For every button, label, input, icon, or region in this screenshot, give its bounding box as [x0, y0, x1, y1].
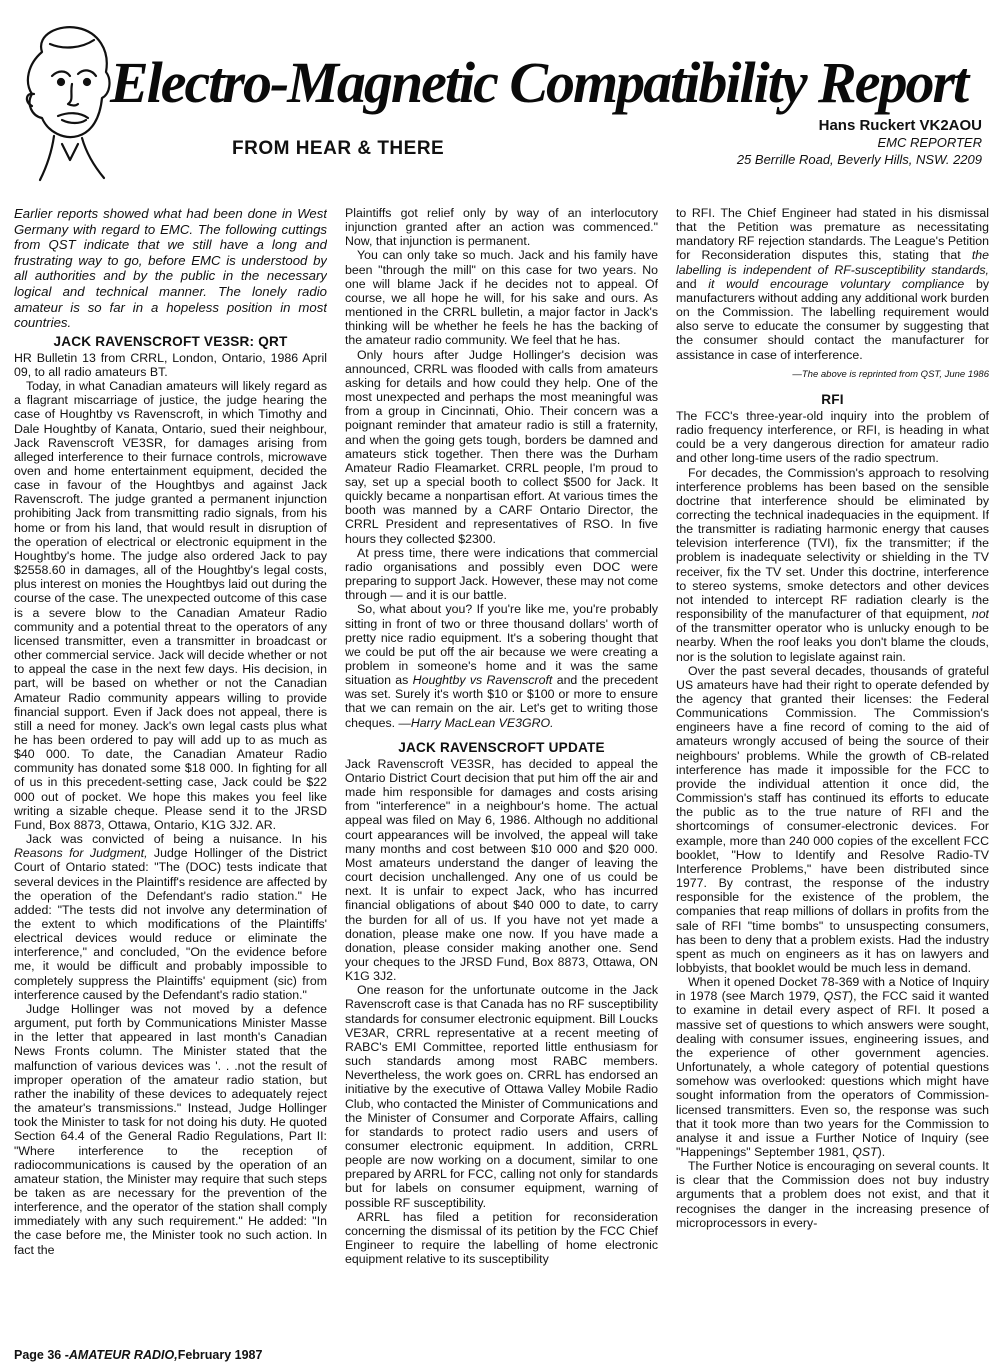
paragraph: Over the past several decades, thousands of grateful US amateurs have had their right to operate defended by the agency that granted their licenses: the Federal Communications Commission. The Commission's engineers have a fine record of coming to the aid of amateurs wrongly accused of being the source of their neighbours' problems. While the growth of CB-related interference has made it impossible for the FCC to provide the individual attention it once did, the Commission's staff has continued its efforts to educate the public as to the true nature of RFI and the shortcomings of consumer-electronic devices. For example, more than 240 000 copies of the excellent FCC booklet, "How to Identify and Resolve Radio-TV Interference Problems," have been distributed since 1977. By contrast, the response of the industry responsible for the existence of the problem, the companies that reap millions of dollars in profits from the sale of RFI "time bombs" to unsuspecting consumers, has been to deny that a problem exists. Had the industry spent as much on engineers as it has on lawyers and lobbyists, that booklet would be much less in demand. [676, 663, 989, 975]
author-byline [737, 117, 982, 168]
author-address: 25 Berrille Road, Beverly Hills, NSW. 2209 [736, 152, 982, 167]
article-body [14, 206, 989, 1340]
paragraph: The Further Notice is encouraging on several counts. It is clear that the Commission does not buy industry arguments that a problem does not exist, and that it recognises the danger in the increasing presence of microprocessors in every- [676, 1159, 989, 1230]
paragraph: The FCC's three-year-old inquiry into the problem of radio frequency interference, or RFI, is heading in what could be a very dangerous direction for amateur radio and other long-time users of the radio spectrum. [676, 408, 989, 466]
paragraph: One reason for the unfortunate outcome in the Jack Ravenscroft case is that Canada has no RF susceptibility standards for consumer electronic equipment. Bill Loucks VE3AR, CRRL representative at a recent meeting of RABC's EMI Committee, reported little enthusiasm for such standards among most RABC members. Nevertheless, the work goes on. CRRL has endorsed an initiative by the executive of Ottawa Valley Mobile Radio Club, who contacted the Minister of Communications and the Minister of Consumer and Corporate Affairs, calling for standards to protect radio users and users of consumer electronic equipment. In addition, CRRL people are now working on a document, similar to one prepared by ARRL for FCC, calling not only for standards but for labels on consumer equipment, warning of possible RF susceptibility. [345, 983, 658, 1210]
paragraph: ARRL has filed a petition for reconsideration concerning the dismissal of its petition by the FCC Chief Engineer to require the labelling of home electronic equipment relative to its susceptibility [345, 1209, 658, 1267]
intro-paragraph: Earlier reports showed what had been done in West Germany with regard to EMC. The following cuttings from QST indicate that we still have a long and frustrating way to go, before EMC is understood by all authorities and by the public in the necessary logical and technical manner. The lonely radio amateur is so far in a hopeless position in most countries. [14, 206, 327, 331]
issue-date: February 1987 [177, 1348, 263, 1362]
paragraph: Jack was convicted of being a nuisance. In his Reasons for Judgment, Judge Hollinger of the District Court of Ontario stated: "The (DOC) tests indicate that several devices in the Plaintiff's residence are affected by the operation of the Defendant's radio station." He added: "The tests did not involve any determination of the extent to which modifications of the Plaintiffs' electrical devices would reduce or eliminate the interference," and concluded, "On the evidence before me, it would be difficult and probably impossible to completely suppress the Plaintiffs' equipment (sic) from interference caused by the Defendant's radio station." [14, 832, 327, 1002]
section-heading-qrt: JACK RAVENSCROFT VE3SR: QRT [53, 333, 288, 349]
paragraph: So, what about you? If you're like me, you're probably sitting in front of two or three thousand dollars' worth of pretty nice radio equipment. It's a sobering thought that we could be put off the air because we were creating a problem in someone's home and it was the same situation as Houghtby vs Ravenscroft and the precedent was set. Surely it's worth $10 or $100 or more to ensure that we can remain on the air. Let's get to writing those cheques. —Harry MacLean VE3GRO. [345, 602, 658, 730]
column-2 [345, 206, 658, 1340]
paragraph: Only hours after Judge Hollinger's decision was announced, CRRL was flooded with calls from amateurs asking for details and how could they help. One of the most unexpected and perhaps the most meaningful was from a group in Cincinnati, Ohio. Their concern was a poignant reminder that amateur radio is still a fraternity, and when the going gets tough, borders be damned and amateurs stick together. Then there was the Durham Amateur Radio Fleamarket. CRRL people, I'm proud to say, set up a special booth to collect $500 for Jack. It quickly became a nonpartisan effort. At various times the booth was manned by a CARF Ontario Director, the CRRL President and representatives of RSO. In five hours they collected $2300. [345, 347, 658, 546]
masthead-title: Electro-Magnetic Compatibility Report [110, 50, 968, 115]
magazine-name: AMATEUR RADIO, [68, 1348, 178, 1362]
paragraph: Judge Hollinger was not moved by a defence argument, put forth by Communications Minister Masse in the letter that appeared in last month's Canadian News Fronts column. The Minister stated that the malfunction of various devices was '. . .not the result of improper operation of the amateur radio station, but rather the inability of these devices to adequately reject the amateur's transmissions." Instead, Judge Hollinger took the Minister to task for not doing his duty. He quoted Section 64.4 of the General Radio Regulations, Part II: "Where interference to the reception of radiocommunications is caused by the operation of an amateur station, the Minister may require that such steps be taken as are necessary for the prevention of the interference, and the operator of the station shall comply immediately with any such requirement." He added: "In the case before me, the Minister took no such action. In fact the [14, 1001, 327, 1257]
column-1 [14, 206, 327, 1340]
author-role: EMC REPORTER [877, 135, 982, 150]
paragraph: Jack Ravenscroft VE3SR, has decided to appeal the Ontario District Court decision that put him off the air and made him responsible for damages and costs arising from "interference" in a neighbour's home. The actual appeal was filed on May 6, 1986. Although no additional court appearances will be involved, the appeal will take many months and cost between $10 000 and $20 000. Most amateurs understand the danger of leaving the court decision unchallenged. Any one of us could be next. It is unfair to expect Jack, who has incurred financial obligations of about $40 000 to date, to carry the burden for all of us. If you have not yet made a donation, please make one now. If you have made a donation, please consider making another one. Send your cheques to the JRSD Fund, Box 8873, Ottawa, ON K1G 3J2. [345, 756, 658, 984]
paragraph: When it opened Docket 78-369 with a Notice of Inquiry in 1978 (see March 1979, QST), the FCC said it wanted to examine in detail every aspect of RFI. It posed a massive set of questions to which answers were sought, dealing with consumer issues, engineering issues, and the experience of other government agencies. Unfortunately, a whole category of potential questions somehow was overlooked: questions which might have sought information from the operators of Commission-licensed transmitters. Even so, the response was such that it took more than two years for the Commission to analyse it and issue a Further Notice of Inquiry (see "Happenings" September 1981, QST). [676, 975, 989, 1159]
section-heading-rfi: RFI [821, 391, 844, 407]
paragraph: At press time, there were indications that commercial radio organisations and possibly even DOC were preparing to support Jack. However, these may not come through — and it is our battle. [345, 545, 658, 603]
author-name: Hans Ruckert VK2AOU [818, 117, 982, 134]
page-footer [14, 1348, 262, 1362]
paragraph: You can only take so much. Jack and his family have been "through the mill" on this case for two years. No one will blame Jack if he decides not to appeal. Of course, we all hope he will, for his sake and ours. As mentioned in the CRRL bulletin, a major factor in Jack's thinking will be whether he feels he has the backing of the amateur radio community. We feel that he has. [345, 248, 658, 348]
signature: —Harry MacLean VE3GRO. [398, 715, 554, 730]
paragraph: Today, in what Canadian amateurs will likely regard as a flagrant miscarriage of justice, the judge hearing the case of Houghtby vs Ravenscroft, in which Timothy and Dale Houghtby of Kanata, Ontario, sued their neighbour, Jack Ravenscroft VE3SR, for damages arising from alleged interference to their furnace controls, microwave oven and home entertainment equipment, decided the case in favour of the Houghtbys and against Jack Ravenscroft. The judge granted a permanent injunction prohibiting Jack from transmitting radio signals, from his home or from his land, that would result in disruption of the operation of electrical or electronic equipment in the Houghtby's home. The judge also ordered Jack to pay $2558.60 in damages, all of the Houghtby's legal costs, plus interest on monies the Houghtbys laid out during the course of the case. The unexpected outcome of this case is a severe blow to the Canadian Amateur Radio community and a potential threat to the operators of any licensed transmitter, even a transmitter in broadcast or other commercial service. Jack will decide whether or not to appeal the case in the next few days. His decision, in part, will be based on whether or not the Canadian Amateur Radio community appears willing to provide financial support. Even if Jack does not appeal, there is still a need for money. Jack's own legal casts plus what he has been ordered to pay will add up to as much as $40 000. To date, the Canadian Amateur Radio community has donated some $18 000. In fighting for all of us in this precedent-setting case, Jack could be $22 000 out of pocket. We hope this makes you feel like writing a sizable cheque. Please send it to the JRSD Fund, Box 8873, Ottawa, Ontario, K1G 3J2. AR. [14, 379, 327, 832]
reprint-credit: —The above is reprinted from QST, June 1986 [792, 368, 989, 380]
section-subtitle: FROM HEAR & THERE [232, 138, 445, 159]
page-header [0, 0, 1000, 188]
paragraph: HR Bulletin 13 from CRRL, London, Ontario, 1986 April 09, to all radio amateurs BT. [14, 350, 327, 379]
section-heading-update: JACK RAVENSCROFT UPDATE [398, 739, 605, 755]
column-3 [676, 206, 989, 1340]
page-number: Page 36 - [14, 1348, 69, 1362]
paragraph: Plaintiffs got relief only by way of an interlocutory injunction granted after an action was commenced." Now, that injunction is permanent. [345, 206, 658, 249]
paragraph: to RFI. The Chief Engineer had stated in his dismissal that the Petition was premature as necessitating mandatory RF rejection standards. The League's Petition for Reconsideration disputes this, stating that the labelling is independent of RF-susceptibility standards, and it would encourage voluntary compliance by manufacturers without adding any additional work burden on the Commission. The labelling requirement would also serve to educate the consumer by suggesting that the consumer should contact the manufacturer for assistance in case of interference. [676, 206, 989, 362]
paragraph: For decades, the Commission's approach to resolving interference problems has been based on the sensible doctrine that interference should be eliminated by correcting the technical inadequacies in the equipment. If the transmitter is radiating harmonic energy that causes television interference (TVI), fix the transmitter; if the problem is inadequate selectivity or shielding in the TV receiver, fix the TV set. Under this doctrine, interference to stereo systems, smoke detectors and other devices not intended to intercept RF radiation clearly is the responsibility of the manufacturer of that equipment, not of the transmitter operator who is unlucky enough to be nearby. When the roof leaks you don't blame the clouds, nor is the solution to legislate against rain. [676, 465, 989, 664]
caricature-icon [12, 20, 116, 190]
